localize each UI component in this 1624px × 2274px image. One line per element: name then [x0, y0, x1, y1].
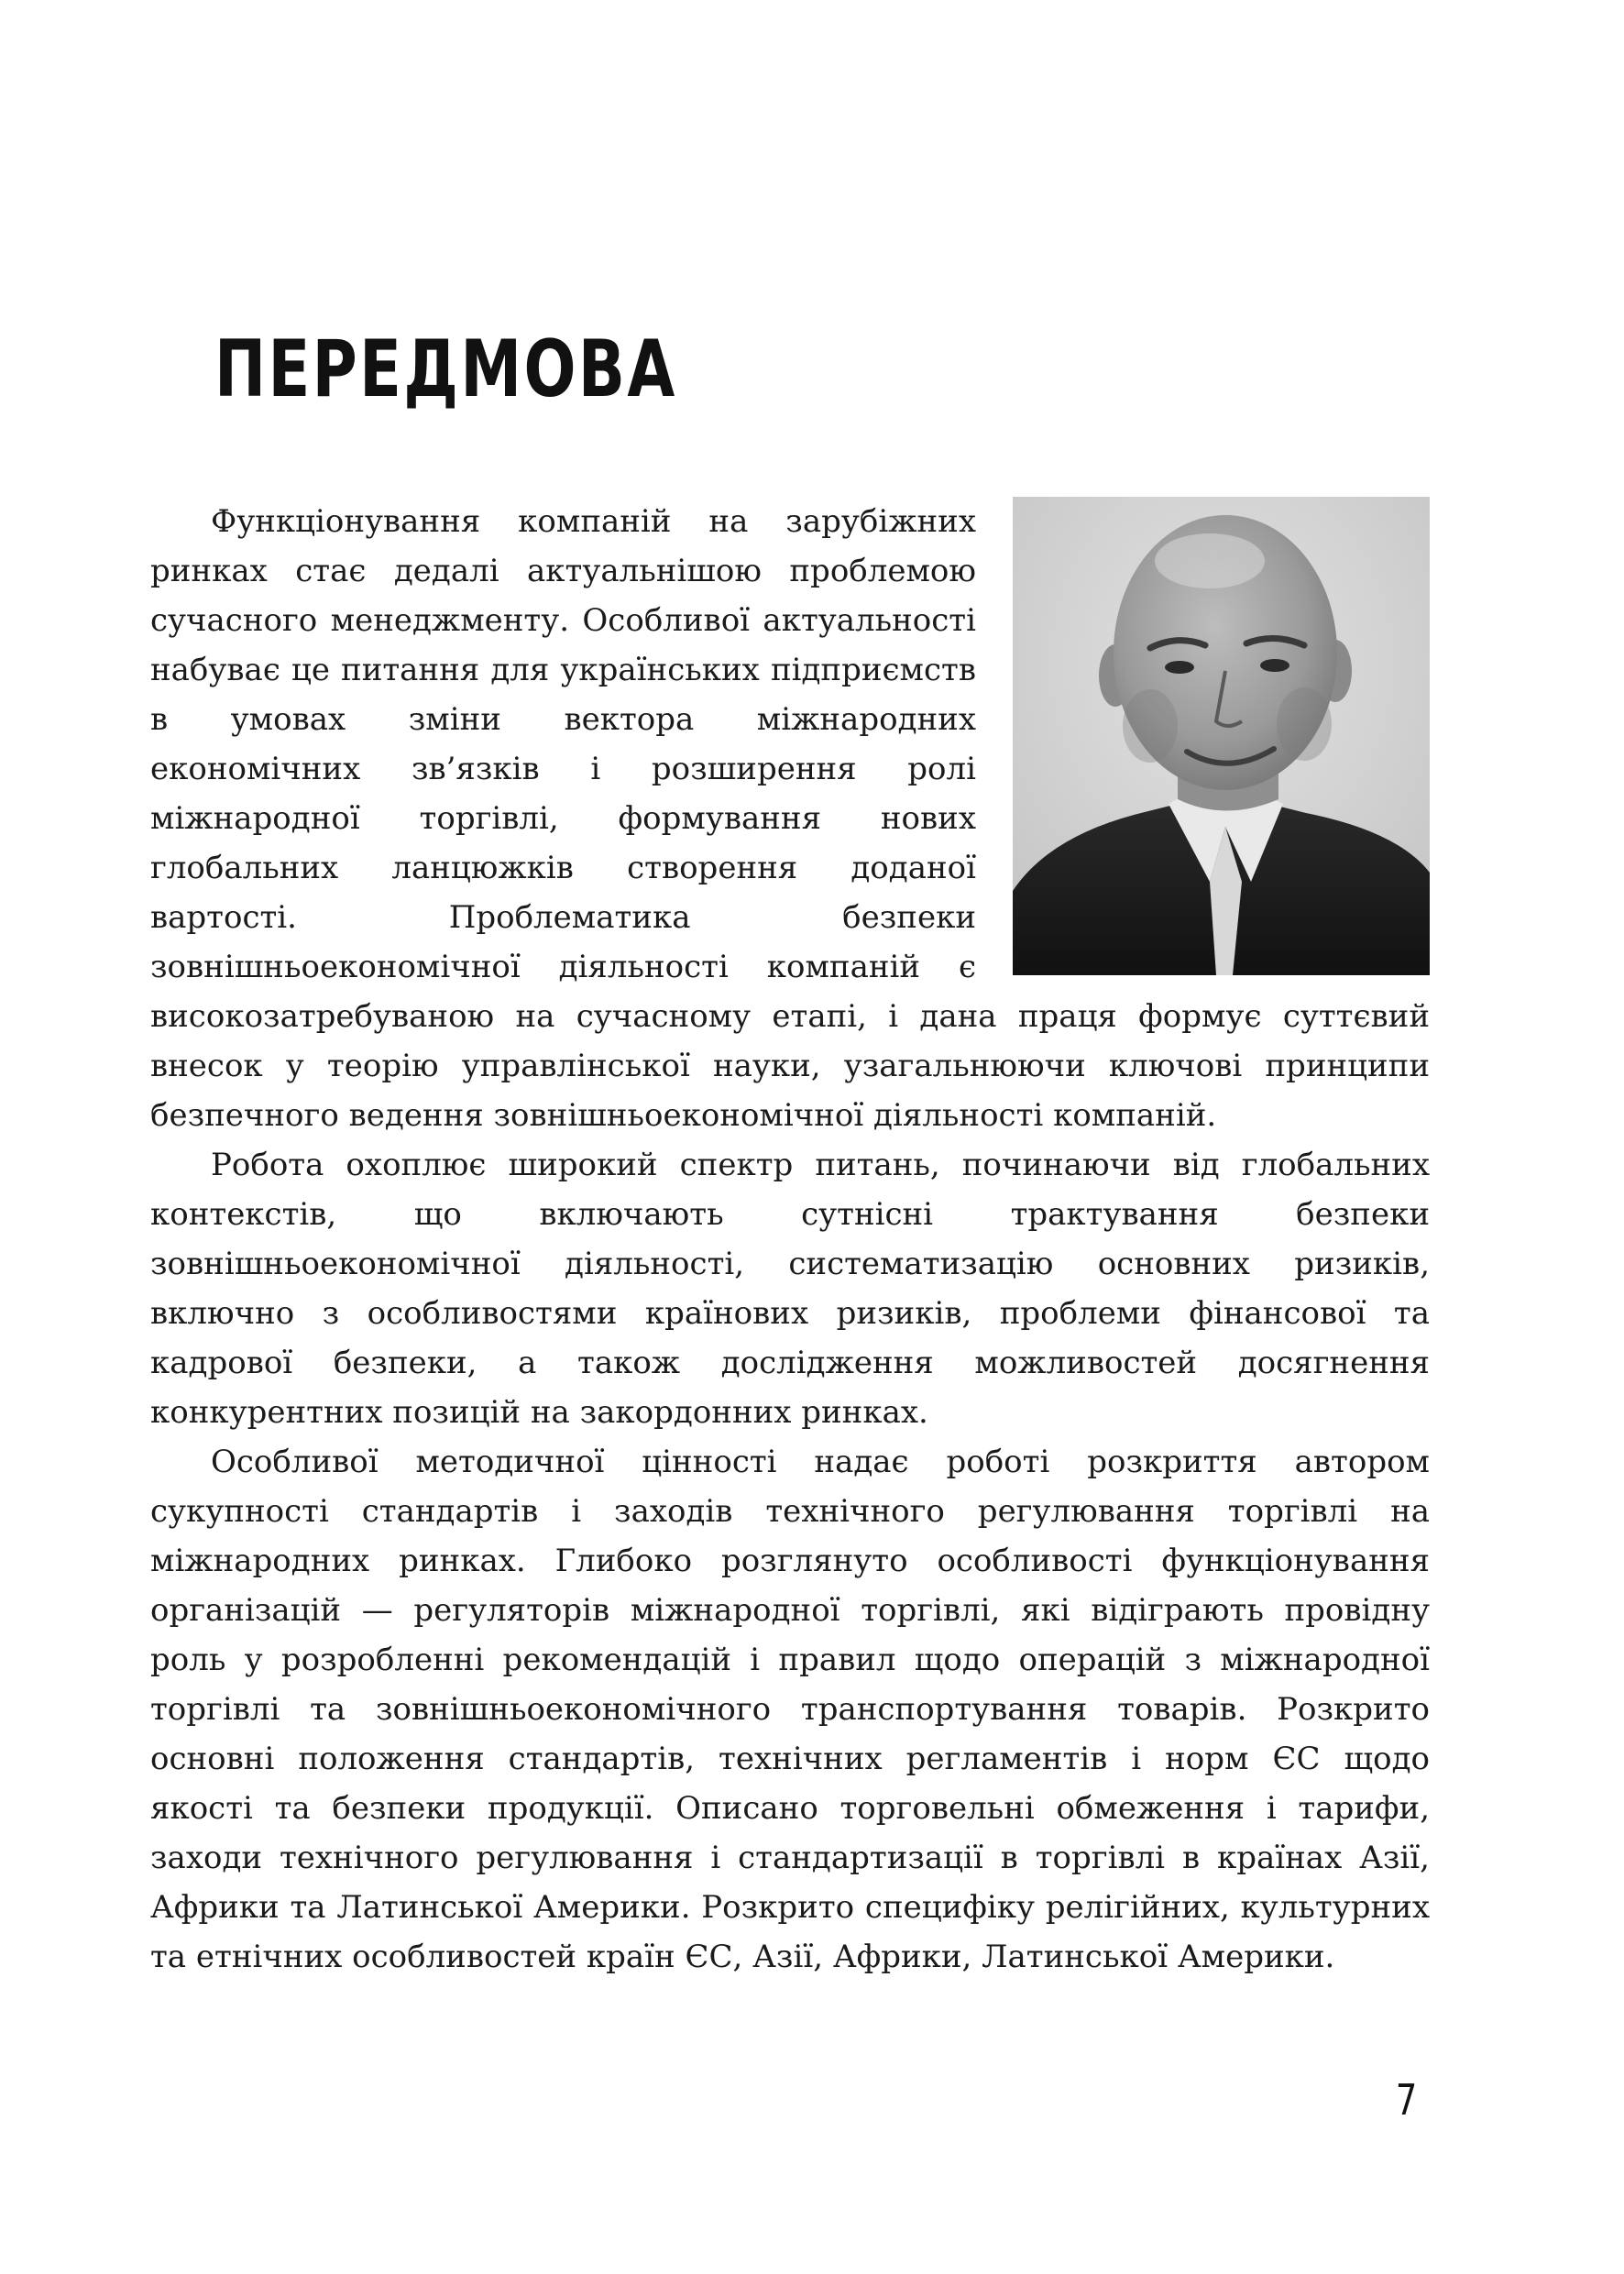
- page-number: 7: [1395, 2075, 1417, 2125]
- page-title: ПЕРЕДМОВА: [214, 324, 677, 415]
- paragraph: Функціонування компаній на зарубіжних ринках стає дедалі актуальнішою проблемою сучасного менеджменту. Особливої актуальності набуває це питання для українських підприємств в умовах зміни вектора міжнародних економічних зв’язків і розширення ролі міжнародної торгівлі, формування нових глобальних ланцюжків створення доданої вартості. Проблематика безпеки зовнішньоекономічної діяльності компаній є високозатребуваною на сучасному етапі, і дана праця формує суттєвий внесок у теорію управлінської науки, узагальнюючи ключові принципи безпечного ведення зовнішньоекономічної діяльності компаній.: [150, 503, 1430, 1134]
- body-text: [150, 497, 1430, 1982]
- author-portrait-photo-icon: [1013, 497, 1430, 975]
- author-portrait: [1013, 497, 1430, 975]
- paragraph: Особливої методичної цінності надає роботі розкриття автором сукупності стандартів і заходів технічного регулювання торгівлі на міжнародних ринках. Глибоко розглянуто особливості функціонування організацій — регуляторів міжнародної торгівлі, які відіграють провідну роль у розробленні рекомендацій і правил щодо операцій з міжнародної торгівлі та зовнішньоекономічного транспортування товарів. Розкрито основні положення стандартів, технічних регламентів і норм ЄС щодо якості та безпеки продукції. Описано торговельні обмеження і тарифи, заходи технічного регулювання і стандартизації в торгівлі в країнах Азії, Африки та Латинської Америки. Розкрито специфіку релігійних, культурних та етнічних особливостей країн ЄС, Азії, Африки, Латинської Америки.: [150, 1444, 1430, 1975]
- paragraph: Робота охоплює широкий спектр питань, починаючи від глобальних контекстів, що включають сутнісні трактування безпеки зовнішньоекономічної діяльності, систематизацію основних ризиків, включно з особливостями країнових ризиків, проблеми фінансової та кадрової безпеки, а також дослідження можливостей досягнення конкурентних позицій на закордонних ринках.: [150, 1147, 1430, 1431]
